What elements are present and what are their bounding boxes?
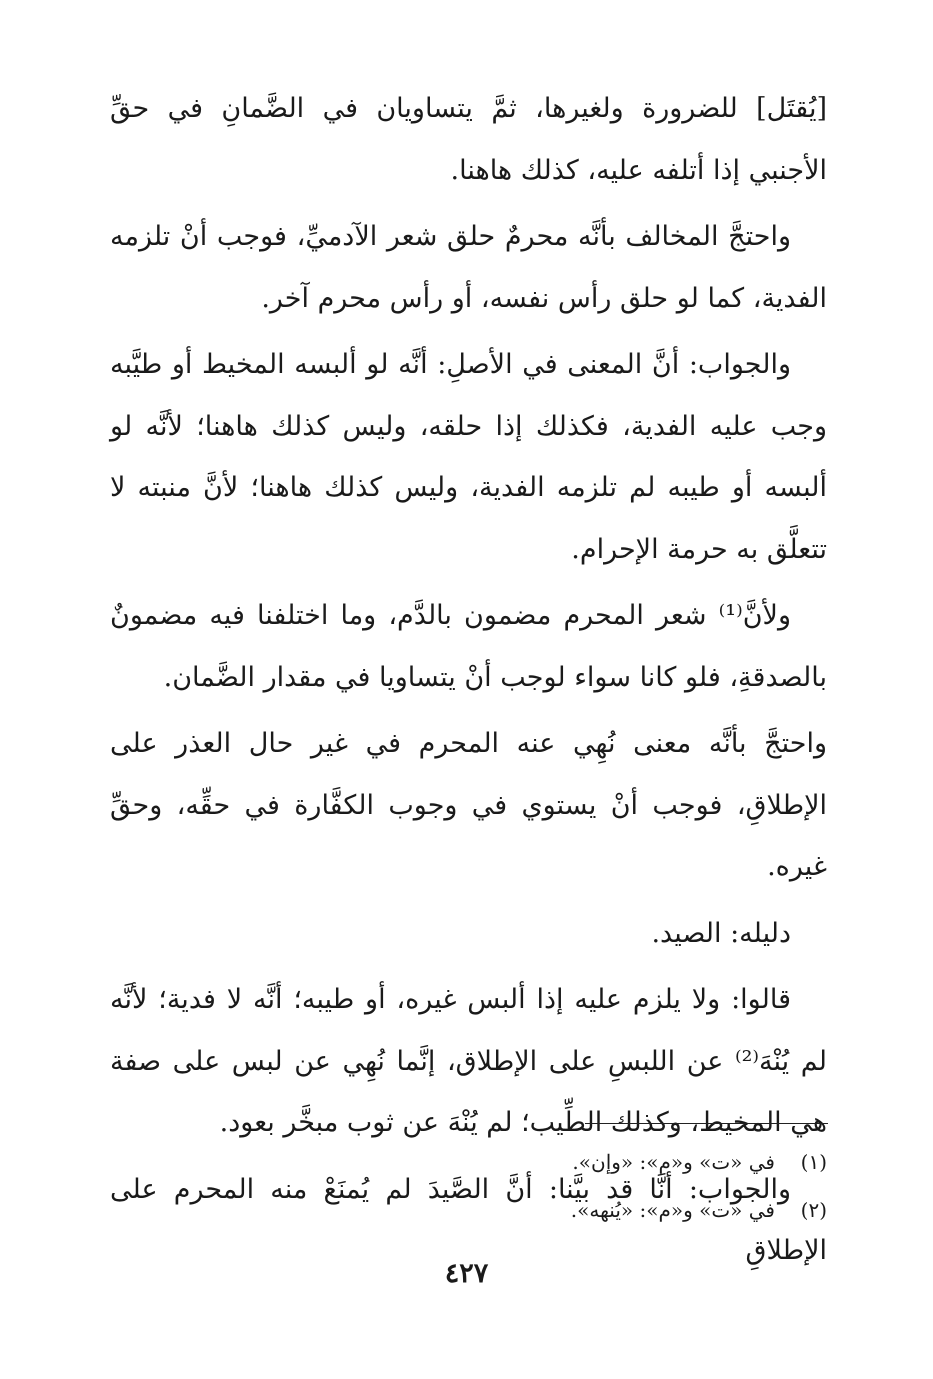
footnote-1 xyxy=(110,1138,827,1186)
paragraph-6: دليله: الصيد. xyxy=(651,917,791,949)
footnote-number: (٢) xyxy=(800,1198,827,1222)
footnote-number: (١) xyxy=(800,1150,827,1174)
footnote-text: في «ت» و«م»: «يُنهه». xyxy=(570,1198,775,1222)
paragraph-5: واحتجَّ بأنَّه معنى نُهِي عنه المحرم في غير حال العذر على الإطلاقِ، فوجب أنْ يستوي في وجوب الكفَّارة في حقِّه، وحقِّ غيره. xyxy=(110,728,827,882)
page-number: ٤٢٧ xyxy=(444,1258,489,1289)
page-body xyxy=(110,78,827,1287)
paragraph-4: ولأنَّ⁽¹⁾ شعر المحرم مضمون بالدَّم، وما اختلفنا فيه مضمونٌ بالصدقةِ، فلو كانا سواء لوجب أنْ يتساويا في مقدار الضَّمان. xyxy=(110,600,827,693)
paragraph-8: والجواب: أنَّا قد بيَّنا: أنَّ الصَّيدَ لم يُمنَعْ منه المحرم على الإطلاقِ xyxy=(110,1173,827,1266)
paragraph-7: قالوا: ولا يلزم عليه إذا ألبس غيره، أو طيبه؛ أنَّه لا فدية؛ لأنَّه لم يُنْهَ⁽²⁾ عن اللبسِ على الإطلاق، إنَّما نُهِي عن لبس على صفة هي المخيط، وكذلك الطِّيب؛ لم يُنْهَ عن ثوب مبخَّر بعود. xyxy=(110,984,827,1138)
footnotes xyxy=(110,1138,827,1234)
paragraph-1: [يُقتَل] للضرورة ولغيرها، ثمَّ يتساويان في الضَّمانِ في حقِّ الأجنبي إذا أتلفه عليه، كذلك هاهنا. xyxy=(110,93,827,186)
footnote-2 xyxy=(110,1186,827,1234)
footnote-text: في «ت» و«م»: «وإن». xyxy=(572,1150,775,1174)
footnote-divider xyxy=(585,1123,828,1124)
paragraph-3: والجواب: أنَّ المعنى في الأصلِ: أنَّه لو ألبسه المخيط أو طيَّبه وجب عليه الفدية، فكذلك إذا حلقه، وليس كذلك هاهنا؛ لأنَّه لو ألبسه أو طيبه لم تلزمه الفدية، وليس كذلك هاهنا؛ لأنَّ منبته لا تتعلَّق به حرمة الإحرام. xyxy=(110,349,827,565)
paragraph-2: واحتجَّ المخالف بأنَّه محرمٌ حلق شعر الآدميِّ، فوجب أنْ تلزمه الفدية، كما لو حلق رأس نفسه، أو رأس محرم آخر. xyxy=(110,221,827,314)
